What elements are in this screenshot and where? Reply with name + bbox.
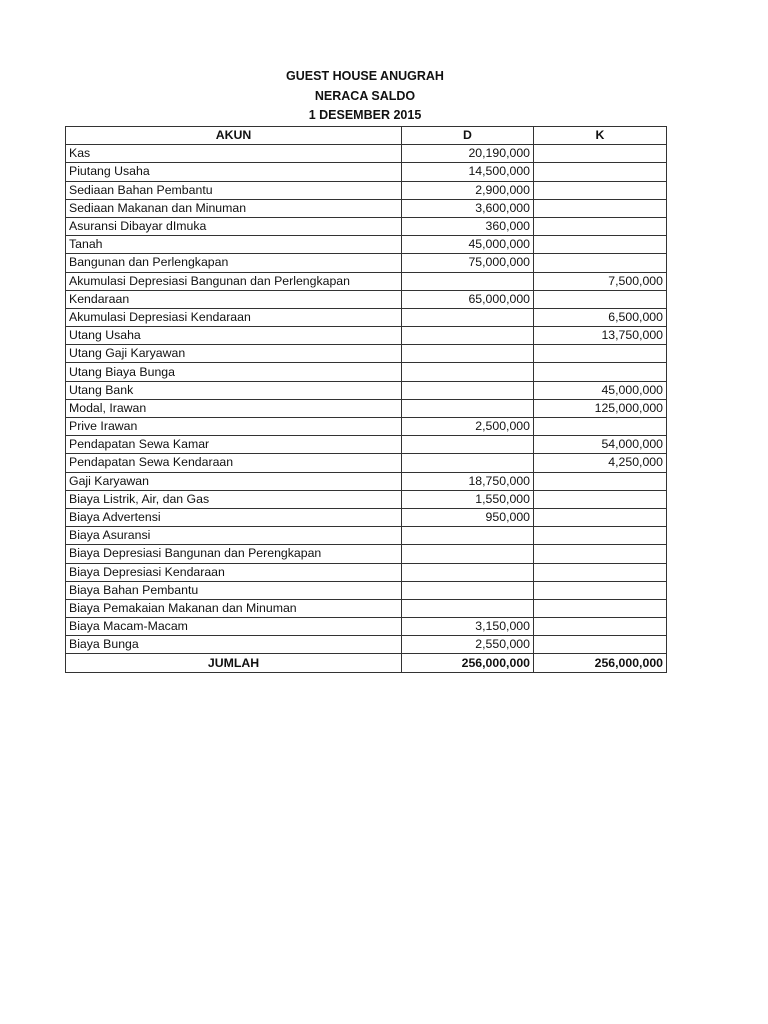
table-row: [66, 618, 667, 636]
credit-cell: [534, 181, 667, 199]
credit-cell: [534, 490, 667, 508]
total-debit: 256,000,000: [402, 654, 534, 672]
debit-cell: 2,900,000: [402, 181, 534, 199]
table-row: [66, 636, 667, 654]
account-name: Utang Biaya Bunga: [66, 363, 402, 381]
account-name: Biaya Macam-Macam: [66, 618, 402, 636]
table-body: [66, 145, 667, 672]
debit-cell: 3,150,000: [402, 618, 534, 636]
table-row: [66, 527, 667, 545]
account-name: Biaya Asuransi: [66, 527, 402, 545]
table-row: [66, 472, 667, 490]
report-title: NERACA SALDO: [314, 89, 416, 103]
credit-cell: [534, 199, 667, 217]
table-row: [66, 436, 667, 454]
debit-cell: [402, 454, 534, 472]
credit-cell: [534, 563, 667, 581]
account-name: Akumulasi Depresiasi Bangunan dan Perlengkapan: [66, 272, 402, 290]
account-name: Biaya Depresiasi Bangunan dan Perengkapan: [66, 545, 402, 563]
account-name: Gaji Karyawan: [66, 472, 402, 490]
table-row: [66, 308, 667, 326]
table-row: [66, 454, 667, 472]
table-row: [66, 181, 667, 199]
table-row: [66, 290, 667, 308]
table-row: [66, 545, 667, 563]
credit-cell: [534, 472, 667, 490]
account-name: Kas: [66, 145, 402, 163]
credit-cell: 4,250,000: [534, 454, 667, 472]
column-header-akun: AKUN: [66, 127, 402, 145]
account-name: Biaya Listrik, Air, dan Gas: [66, 490, 402, 508]
debit-cell: 20,190,000: [402, 145, 534, 163]
debit-cell: [402, 581, 534, 599]
credit-cell: [534, 636, 667, 654]
debit-cell: 14,500,000: [402, 163, 534, 181]
account-name: Tanah: [66, 236, 402, 254]
table-row: [66, 581, 667, 599]
column-header-kredit: K: [534, 127, 667, 145]
account-name: Biaya Advertensi: [66, 508, 402, 526]
debit-cell: [402, 599, 534, 617]
debit-cell: [402, 527, 534, 545]
debit-cell: [402, 345, 534, 363]
debit-cell: [402, 399, 534, 417]
debit-cell: 75,000,000: [402, 254, 534, 272]
table-row: [66, 272, 667, 290]
table-row: [66, 599, 667, 617]
company-name: GUEST HOUSE ANUGRAH: [286, 69, 444, 83]
debit-cell: 45,000,000: [402, 236, 534, 254]
debit-cell: [402, 436, 534, 454]
table-row: [66, 418, 667, 436]
table-row: [66, 363, 667, 381]
credit-cell: [534, 599, 667, 617]
account-name: Utang Usaha: [66, 327, 402, 345]
account-name: Sediaan Makanan dan Minuman: [66, 199, 402, 217]
account-name: Biaya Pemakaian Makanan dan Minuman: [66, 599, 402, 617]
table-row: [66, 236, 667, 254]
credit-cell: [534, 618, 667, 636]
debit-cell: 360,000: [402, 217, 534, 235]
debit-cell: 18,750,000: [402, 472, 534, 490]
table-row: [66, 563, 667, 581]
credit-cell: [534, 508, 667, 526]
credit-cell: [534, 145, 667, 163]
report-date: 1 DESEMBER 2015: [308, 108, 422, 122]
account-name: Sediaan Bahan Pembantu: [66, 181, 402, 199]
debit-cell: [402, 272, 534, 290]
credit-cell: [534, 581, 667, 599]
account-name: Asuransi Dibayar dImuka: [66, 217, 402, 235]
table-row: [66, 490, 667, 508]
column-header-debit: D: [402, 127, 534, 145]
account-name: Utang Bank: [66, 381, 402, 399]
debit-cell: 3,600,000: [402, 199, 534, 217]
credit-cell: [534, 418, 667, 436]
account-name: Pendapatan Sewa Kendaraan: [66, 454, 402, 472]
table-row: [66, 163, 667, 181]
table-row: [66, 327, 667, 345]
total-credit: 256,000,000: [534, 654, 667, 672]
credit-cell: 13,750,000: [534, 327, 667, 345]
credit-cell: 125,000,000: [534, 399, 667, 417]
credit-cell: 7,500,000: [534, 272, 667, 290]
account-name: Kendaraan: [66, 290, 402, 308]
credit-cell: [534, 217, 667, 235]
credit-cell: [534, 290, 667, 308]
total-row: [66, 654, 667, 672]
table-row: [66, 345, 667, 363]
table-row: [66, 381, 667, 399]
credit-cell: [534, 527, 667, 545]
total-label: JUMLAH: [66, 654, 402, 672]
debit-cell: [402, 563, 534, 581]
account-name: Pendapatan Sewa Kamar: [66, 436, 402, 454]
account-name: Modal, Irawan: [66, 399, 402, 417]
credit-cell: [534, 163, 667, 181]
credit-cell: [534, 254, 667, 272]
credit-cell: 6,500,000: [534, 308, 667, 326]
credit-cell: 45,000,000: [534, 381, 667, 399]
credit-cell: [534, 545, 667, 563]
table-row: [66, 199, 667, 217]
debit-cell: [402, 545, 534, 563]
credit-cell: [534, 345, 667, 363]
debit-cell: 950,000: [402, 508, 534, 526]
debit-cell: [402, 363, 534, 381]
table-row: [66, 254, 667, 272]
debit-cell: 2,550,000: [402, 636, 534, 654]
table-header-row: [66, 127, 667, 145]
account-name: Bangunan dan Perlengkapan: [66, 254, 402, 272]
credit-cell: [534, 363, 667, 381]
credit-cell: [534, 236, 667, 254]
table-row: [66, 399, 667, 417]
account-name: Piutang Usaha: [66, 163, 402, 181]
account-name: Akumulasi Depresiasi Kendaraan: [66, 308, 402, 326]
debit-cell: [402, 308, 534, 326]
debit-cell: 2,500,000: [402, 418, 534, 436]
account-name: Prive Irawan: [66, 418, 402, 436]
debit-cell: 1,550,000: [402, 490, 534, 508]
debit-cell: [402, 327, 534, 345]
credit-cell: 54,000,000: [534, 436, 667, 454]
table-row: [66, 145, 667, 163]
account-name: Utang Gaji Karyawan: [66, 345, 402, 363]
debit-cell: [402, 381, 534, 399]
table-row: [66, 508, 667, 526]
trial-balance-table: [65, 126, 667, 673]
table-row: [66, 217, 667, 235]
debit-cell: 65,000,000: [402, 290, 534, 308]
account-name: Biaya Bahan Pembantu: [66, 581, 402, 599]
account-name: Biaya Depresiasi Kendaraan: [66, 563, 402, 581]
account-name: Biaya Bunga: [66, 636, 402, 654]
